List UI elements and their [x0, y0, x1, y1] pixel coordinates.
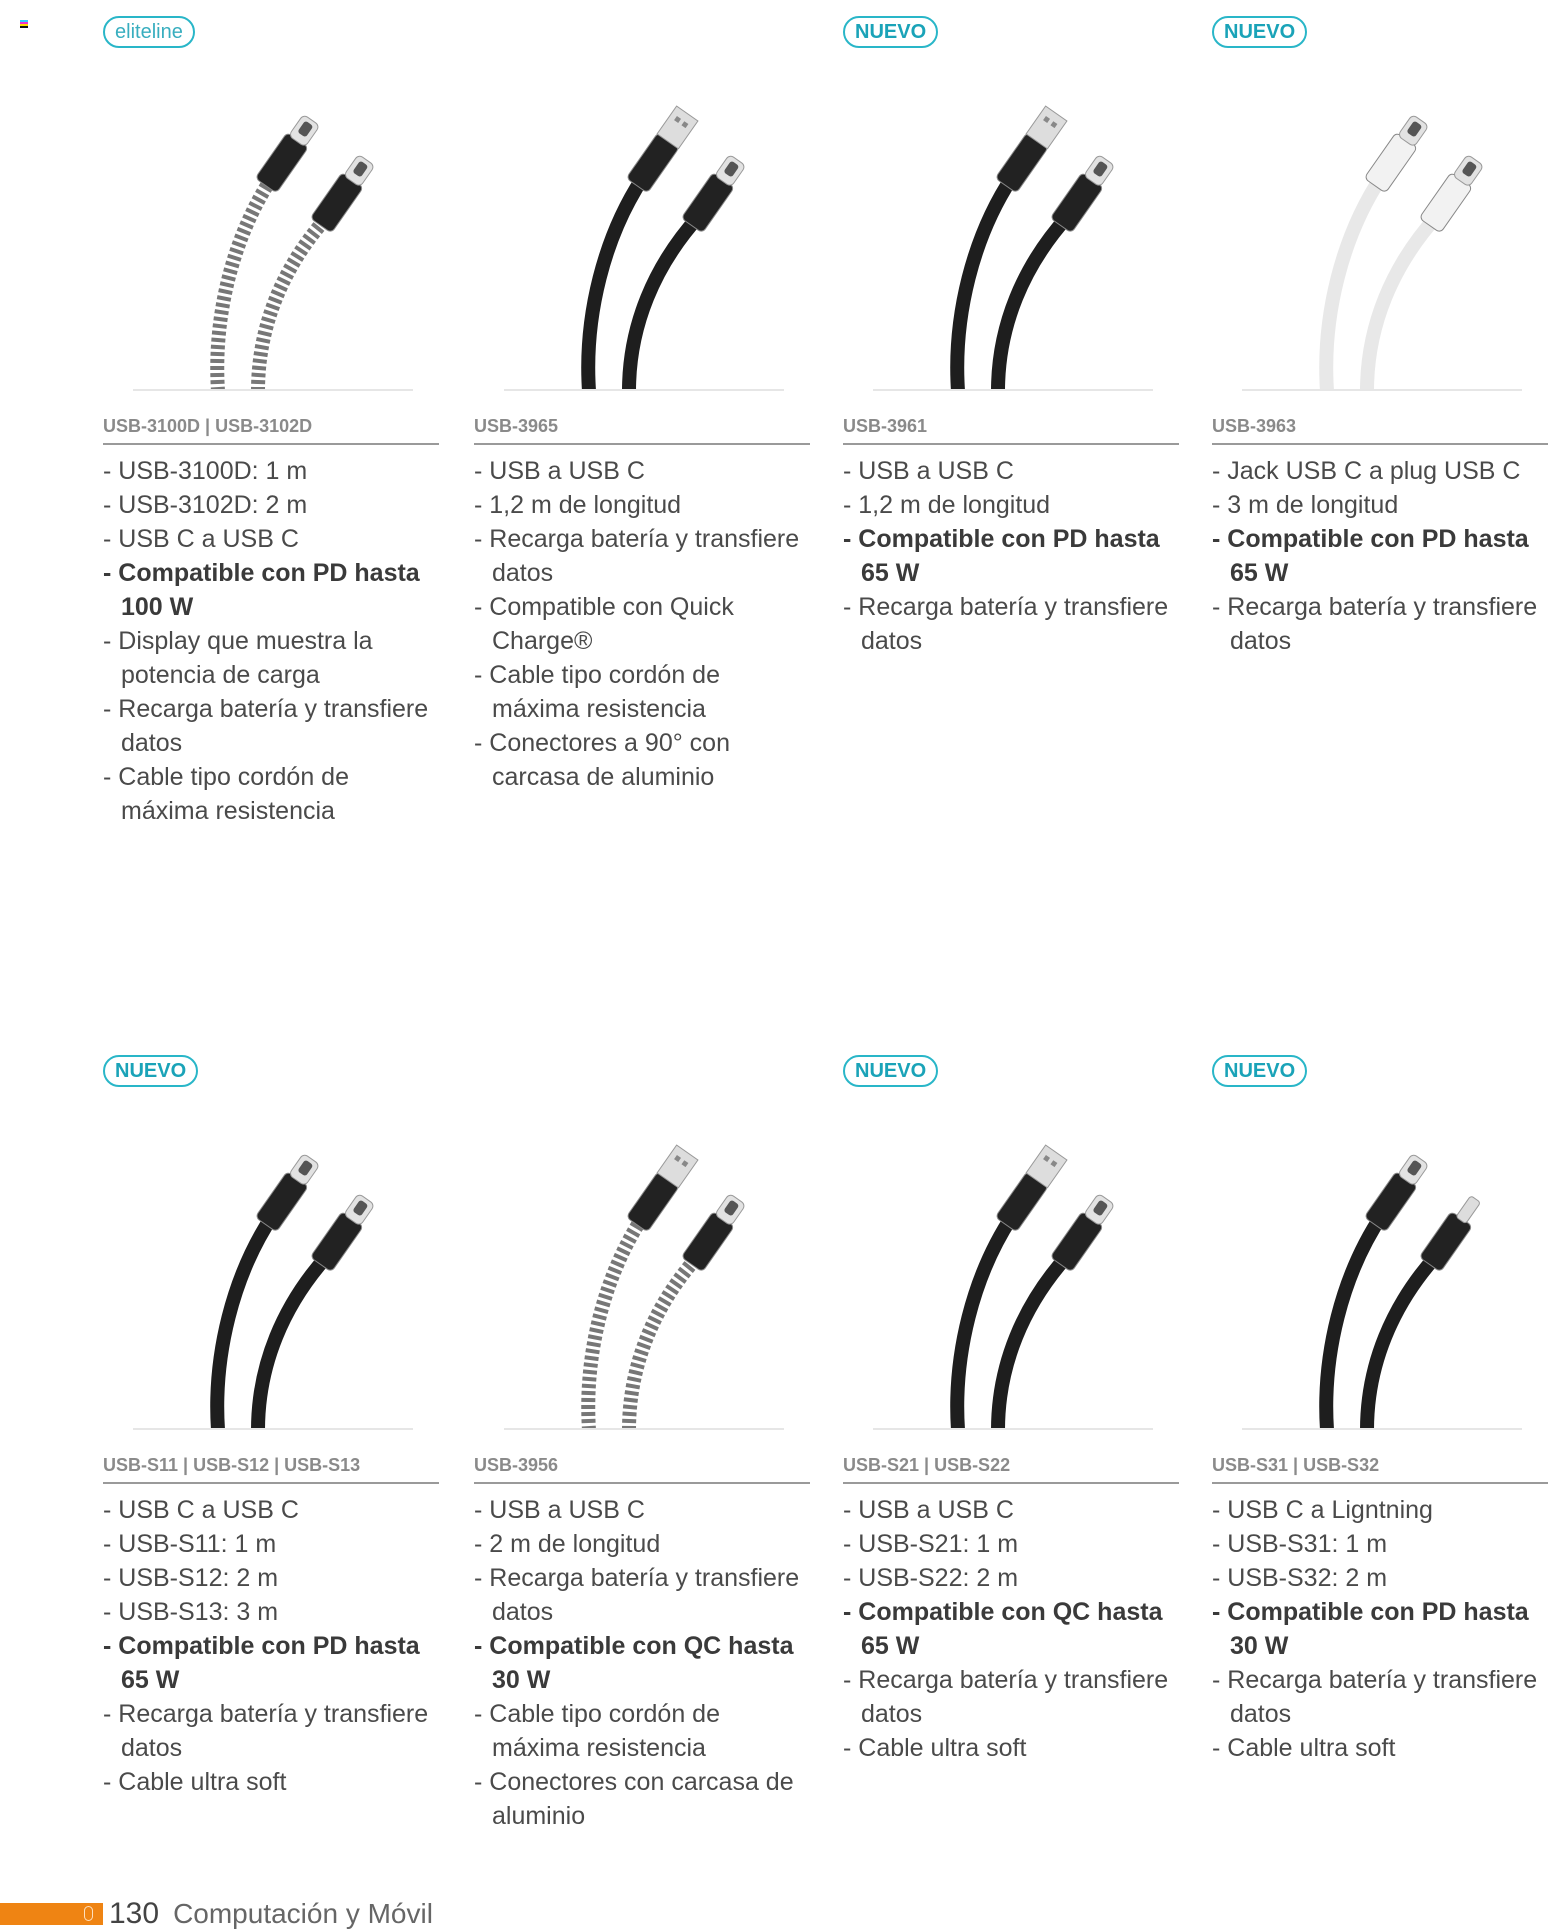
- product-code: USB-S21 | USB-S22: [843, 1455, 1179, 1484]
- feature-item: - Cable ultra soft: [103, 1768, 287, 1796]
- feature-item: - Compatible con Quick Charge®: [474, 593, 734, 655]
- section-color-bar: [0, 1903, 103, 1925]
- page-number: 130: [109, 1897, 160, 1930]
- feature-item: - USB-S21: 1 m: [843, 1530, 1019, 1558]
- feature-item: - Cable ultra soft: [1212, 1734, 1396, 1762]
- feature-list: [474, 1493, 810, 1833]
- product-code: USB-S11 | USB-S12 | USB-S13: [103, 1455, 439, 1484]
- new-badge: NUEVO: [843, 16, 938, 48]
- product-code: USB-3963: [1212, 416, 1548, 445]
- feature-item: - Conectores con carcasa de aluminio: [474, 1768, 794, 1830]
- brand-logo-badge: eliteline: [103, 16, 195, 48]
- feature-item: - USB-S31: 1 m: [1212, 1530, 1388, 1558]
- product-image: [123, 1105, 423, 1430]
- feature-item: - Display que muestra la potencia de carga: [103, 627, 373, 689]
- feature-item: - Cable ultra soft: [843, 1734, 1027, 1762]
- new-badge: NUEVO: [103, 1055, 198, 1087]
- feature-item: - Conectores a 90° con carcasa de aluminio: [474, 729, 730, 791]
- product-image: [863, 1105, 1163, 1430]
- feature-item: - Compatible con PD hasta 100 W: [103, 559, 420, 621]
- feature-item: - USB-S32: 2 m: [1212, 1564, 1388, 1592]
- feature-item: - 1,2 m de longitud: [843, 491, 1051, 519]
- feature-item: - USB a USB C: [843, 1496, 1014, 1524]
- product-image: [494, 1105, 794, 1430]
- product-code: USB-S31 | USB-S32: [1212, 1455, 1548, 1484]
- feature-item: - Recarga batería y transfiere datos: [1212, 593, 1538, 655]
- feature-item: - Compatible con PD hasta 65 W: [103, 1632, 420, 1694]
- feature-item: - Recarga batería y transfiere datos: [103, 695, 429, 757]
- feature-item: - USB a USB C: [474, 457, 645, 485]
- feature-item: - Compatible con PD hasta 30 W: [1212, 1598, 1529, 1660]
- product-code: USB-3100D | USB-3102D: [103, 416, 439, 445]
- feature-list: [843, 454, 1179, 658]
- feature-item: - USB a USB C: [474, 1496, 645, 1524]
- feature-item: - USB-S22: 2 m: [843, 1564, 1019, 1592]
- feature-item: - Compatible con QC hasta 30 W: [474, 1632, 794, 1694]
- feature-list: [843, 1493, 1179, 1765]
- product-code: USB-3965: [474, 416, 810, 445]
- feature-item: - USB C a USB C: [103, 525, 299, 553]
- feature-item: - USB C a Ligntning: [1212, 1496, 1433, 1524]
- product-image: [1232, 66, 1532, 391]
- feature-item: - 1,2 m de longitud: [474, 491, 682, 519]
- feature-item: - Recarga batería y transfiere datos: [474, 525, 800, 587]
- feature-item: - 3 m de longitud: [1212, 491, 1399, 519]
- feature-item: - USB-3102D: 2 m: [103, 491, 308, 519]
- feature-item: - Compatible con QC hasta 65 W: [843, 1598, 1163, 1660]
- feature-list: [103, 454, 439, 828]
- feature-list: [474, 454, 810, 794]
- print-color-marks: [20, 20, 28, 28]
- feature-item: - Compatible con PD hasta 65 W: [1212, 525, 1529, 587]
- feature-item: - USB-S11: 1 m: [103, 1530, 277, 1558]
- product-image: [1232, 1105, 1532, 1430]
- product-image: [123, 66, 423, 391]
- product-code: USB-3961: [843, 416, 1179, 445]
- product-code: USB-3956: [474, 1455, 810, 1484]
- product-image: [494, 66, 794, 391]
- section-title: Computación y Móvil: [173, 1898, 433, 1929]
- feature-item: - Cable tipo cordón de máxima resistencia: [474, 1700, 720, 1762]
- new-badge: NUEVO: [843, 1055, 938, 1087]
- feature-item: - USB C a USB C: [103, 1496, 299, 1524]
- product-image: [863, 66, 1163, 391]
- new-badge: NUEVO: [1212, 16, 1307, 48]
- feature-item: - Cable tipo cordón de máxima resistencia: [474, 661, 720, 723]
- new-badge: NUEVO: [1212, 1055, 1307, 1087]
- feature-item: - Recarga batería y transfiere datos: [843, 1666, 1169, 1728]
- feature-item: - Compatible con PD hasta 65 W: [843, 525, 1160, 587]
- mouse-icon: [84, 1906, 93, 1921]
- feature-item: - USB a USB C: [843, 457, 1014, 485]
- feature-item: - USB-S13: 3 m: [103, 1598, 279, 1626]
- feature-item: - Recarga batería y transfiere datos: [843, 593, 1169, 655]
- feature-item: - Recarga batería y transfiere datos: [103, 1700, 429, 1762]
- feature-item: - Cable tipo cordón de máxima resistencia: [103, 763, 349, 825]
- feature-list: [103, 1493, 439, 1799]
- feature-item: - USB-S12: 2 m: [103, 1564, 279, 1592]
- feature-item: - 2 m de longitud: [474, 1530, 661, 1558]
- feature-list: [1212, 1493, 1548, 1765]
- feature-item: - USB-3100D: 1 m: [103, 457, 308, 485]
- feature-item: - Recarga batería y transfiere datos: [474, 1564, 800, 1626]
- feature-item: - Recarga batería y transfiere datos: [1212, 1666, 1538, 1728]
- page-footer: [0, 1897, 433, 1930]
- feature-item: - Jack USB C a plug USB C: [1212, 457, 1521, 485]
- feature-list: [1212, 454, 1548, 658]
